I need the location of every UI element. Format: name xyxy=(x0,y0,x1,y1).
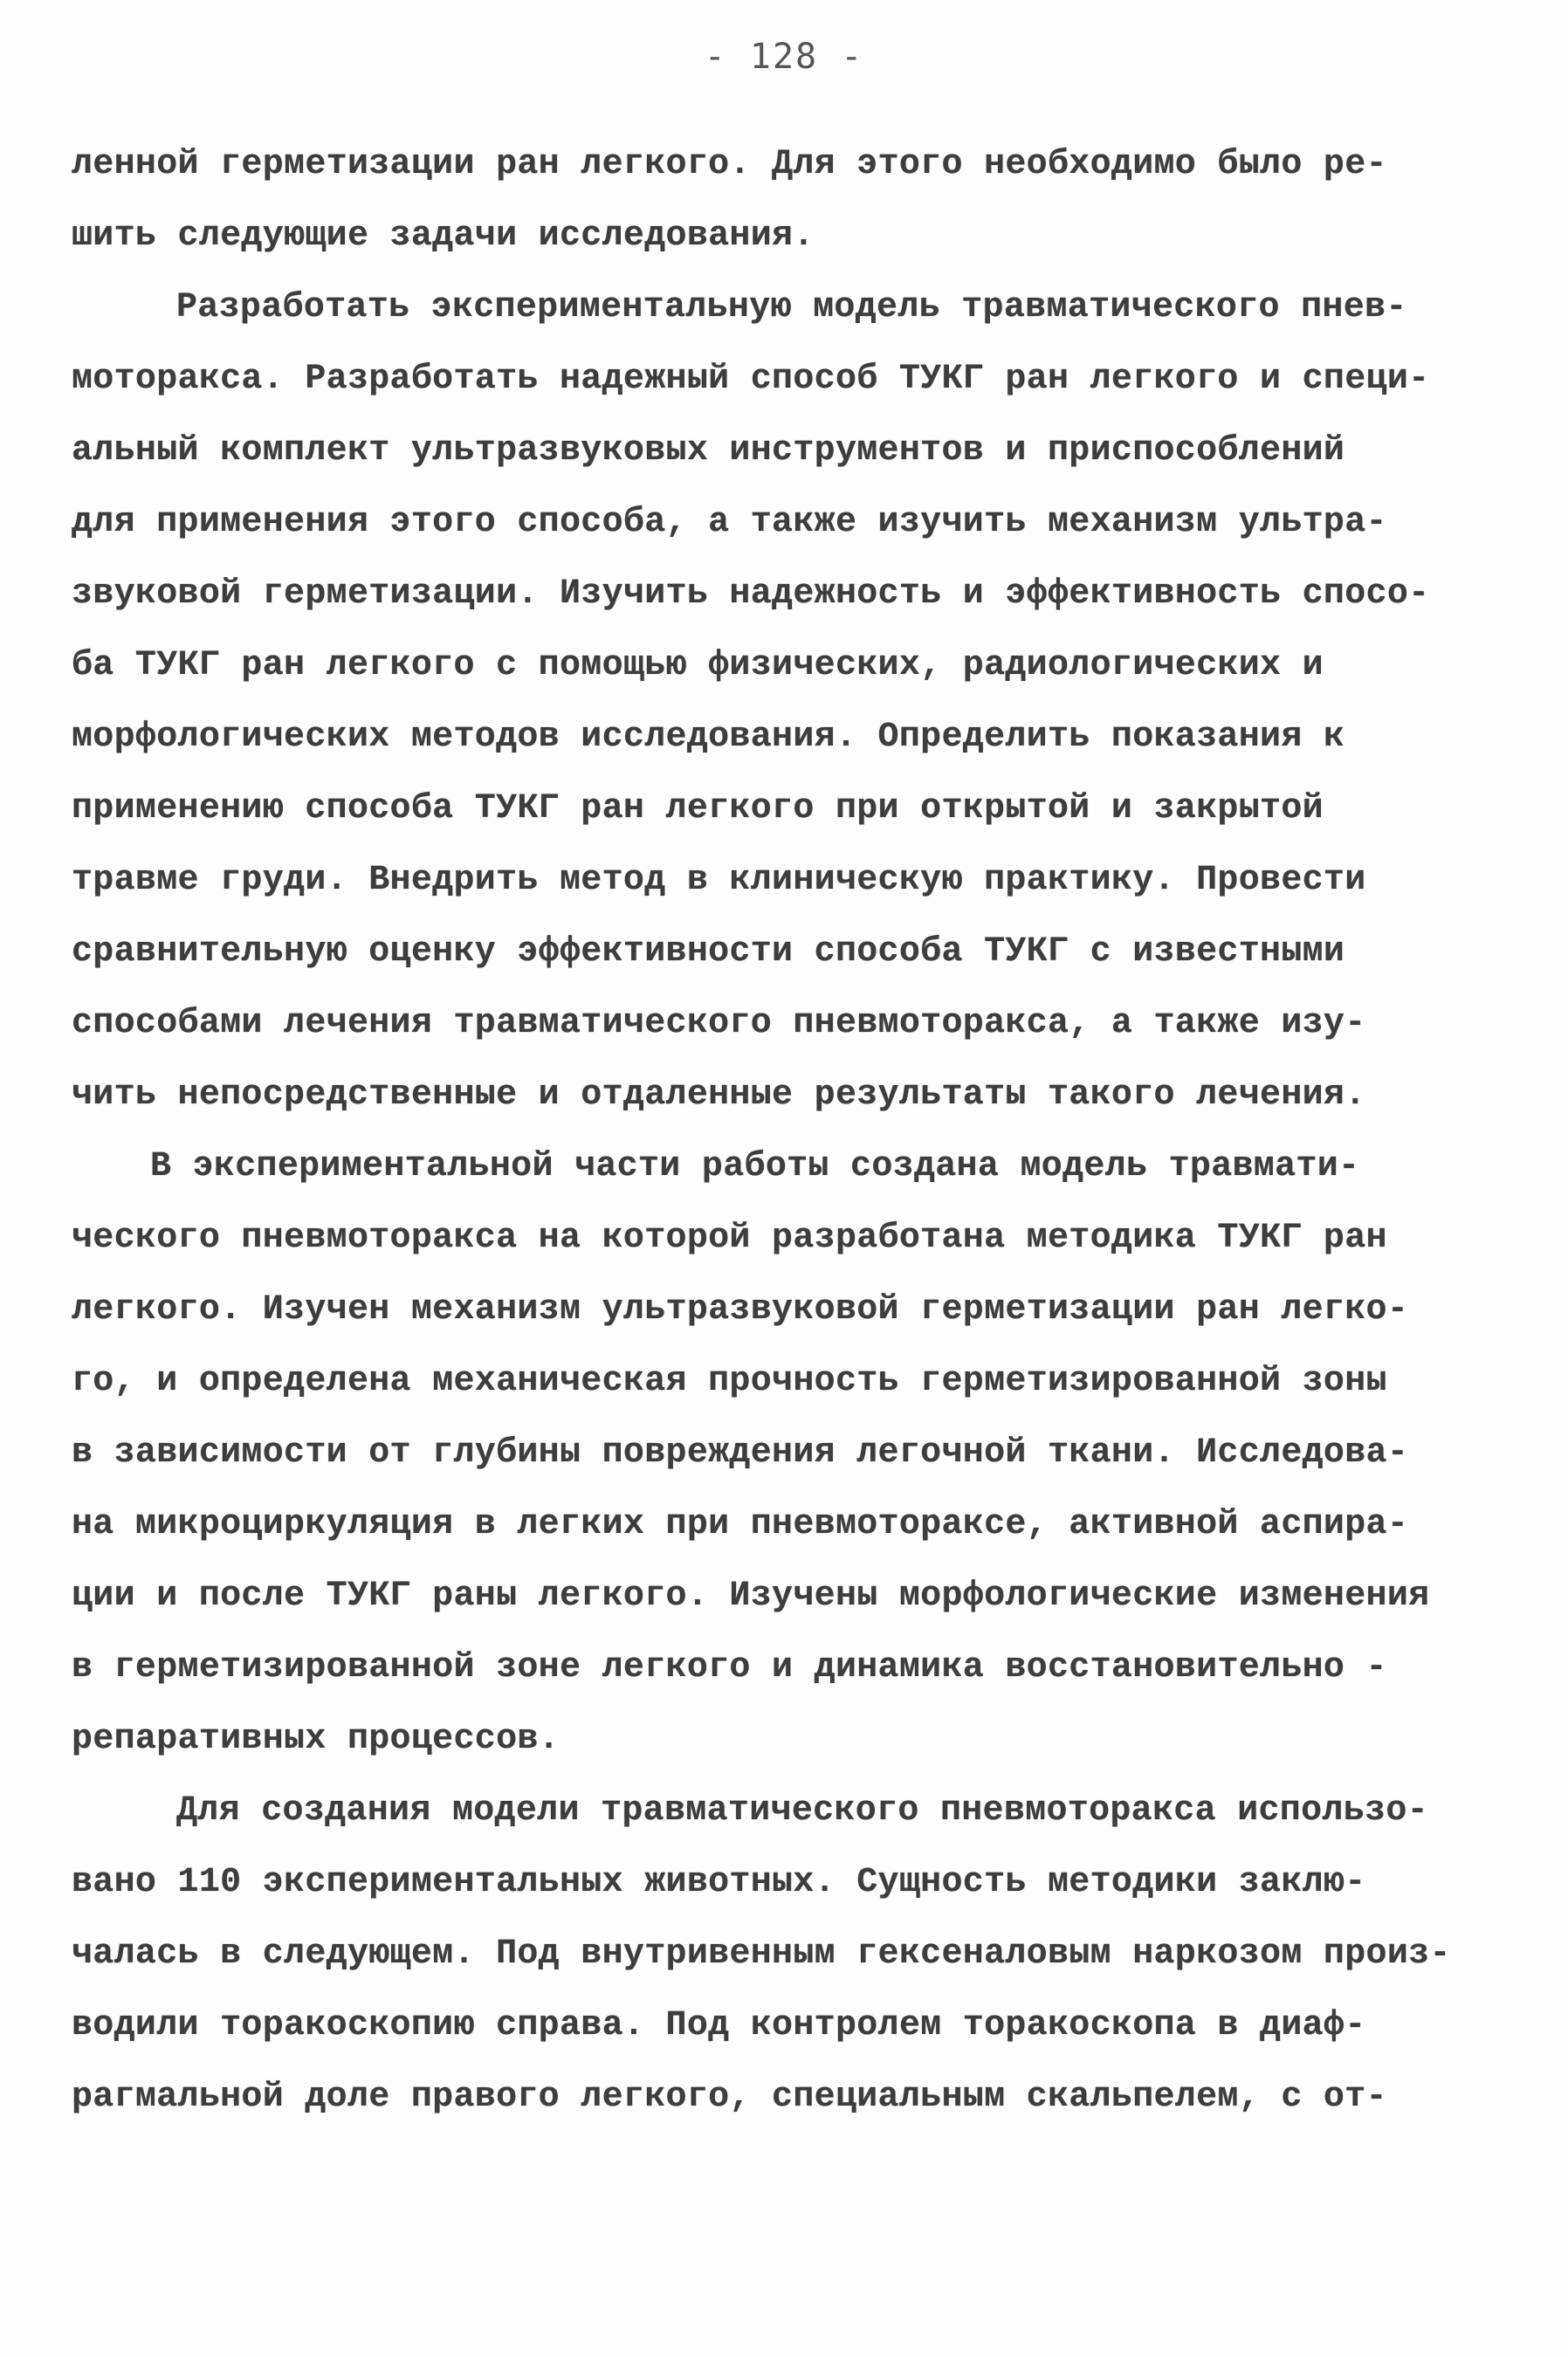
text-line: моторакса. Разработать надежный способ ТУКГ ран легкого и специ- xyxy=(72,360,1430,399)
text-line: чить непосредственные и отдаленные результаты такого лечения. xyxy=(72,1075,1366,1115)
text-line: способами лечения травматического пневмоторакса, а также изу- xyxy=(72,1004,1366,1043)
text-line: ба ТУКГ ран легкого с помощью физических, радиологических и xyxy=(72,646,1324,685)
text-line: травме груди. Внедрить метод в клиническую практику. Провести xyxy=(72,861,1366,900)
paragraph-start-line: Для создания модели травматического пневмоторакса использо- xyxy=(176,1791,1428,1831)
text-line: репаративных процессов. xyxy=(72,1720,560,1759)
text-line: звуковой герметизации. Изучить надежность и эффективность спосо- xyxy=(72,574,1430,614)
text-line: для применения этого способа, а также изучить механизм ультра- xyxy=(72,503,1387,542)
text-line: го, и определена механическая прочность герметизированной зоны xyxy=(72,1362,1387,1401)
page-number: - 128 - xyxy=(704,37,864,77)
text-line: чалась в следующем. Под внутривенным гексеналовым наркозом произ- xyxy=(72,1934,1451,1974)
text-line: ции и после ТУКГ раны легкого. Изучены морфологические изменения xyxy=(72,1577,1430,1616)
text-line: водили торакоскопию справа. Под контролем торакоскопа в диаф- xyxy=(72,2006,1366,2045)
document-body xyxy=(72,129,1503,2134)
text-line: легкого. Изучен механизм ультразвуковой герметизации ран легко- xyxy=(72,1290,1409,1330)
text-line: ленной герметизации ран легкого. Для этого необходимо было ре- xyxy=(72,145,1387,184)
text-line: рагмальной доле правого легкого, специальным скальпелем, с от- xyxy=(72,2078,1387,2117)
text-line: в герметизированной зоне легкого и динамика восстановительно - xyxy=(72,1648,1387,1687)
text-line: применению способа ТУКГ ран легкого при открытой и закрытой xyxy=(72,789,1324,828)
text-line: сравнительную оценку эффективности способа ТУКГ с известными xyxy=(72,932,1345,972)
text-line: морфологических методов исследования. Определить показания к xyxy=(72,718,1345,757)
paragraph-start-line: Разработать экспериментальную модель травматического пнев- xyxy=(176,288,1407,327)
paragraph-start-line: В экспериментальной части работы создана модель травмати- xyxy=(150,1147,1360,1186)
text-line: на микроциркуляция в легких при пневмотораксе, активной аспира- xyxy=(72,1505,1409,1544)
text-line: шить следующие задачи исследования. xyxy=(72,216,815,256)
text-line: в зависимости от глубины повреждения легочной ткани. Исследова- xyxy=(72,1433,1409,1473)
text-line: ческого пневмоторакса на которой разработана методика ТУКГ ран xyxy=(72,1219,1387,1258)
text-line: вано 110 экспериментальных животных. Сущность методики заклю- xyxy=(72,1863,1366,1902)
text-line: альный комплект ультразвуковых инструментов и приспособлений xyxy=(72,431,1345,471)
